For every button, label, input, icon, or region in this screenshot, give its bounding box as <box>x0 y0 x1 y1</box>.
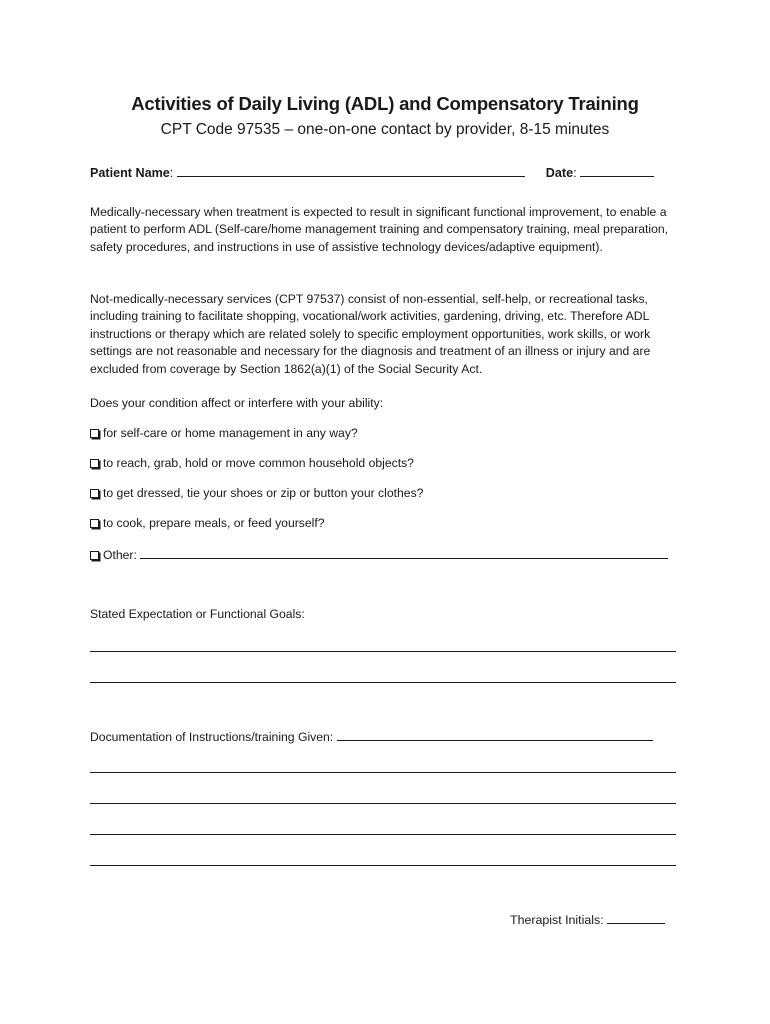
patient-name-field[interactable] <box>177 165 525 177</box>
checklist-item-other <box>90 547 668 562</box>
page-title: Activities of Daily Living (ADL) and Compensatory Training <box>131 93 639 114</box>
documentation-line[interactable] <box>90 834 676 835</box>
checklist-item-label: to reach, grab, hold or move common household objects? <box>103 456 414 470</box>
documentation-row <box>90 729 653 744</box>
checklist-item <box>90 516 325 530</box>
checkbox[interactable] <box>90 459 99 468</box>
checkbox[interactable] <box>90 551 99 560</box>
patient-row: Patient Name: Date: <box>90 165 654 180</box>
therapist-initials-label: Therapist Initials: <box>510 913 604 927</box>
date-field[interactable] <box>580 165 654 177</box>
documentation-line[interactable] <box>90 772 676 773</box>
paragraph-not-medically-necessary: Not-medically-necessary services (CPT 97537) consist of non-essential, self-help, or recreational tasks, including training to facilitate shopping, vocational/work activities, gardening, driving, etc. Therefore ADL instructions or therapy which are related solely to specific employment opportunities, work skills, or work settings are not reasonable and necessary for the diagnosis and treatment of an illness or injury and are excluded from coverage by Section 1862(a)(1) of the Social Security Act. <box>90 292 651 376</box>
checklist-item-label: to get dressed, tie your shoes or zip or button your clothes? <box>103 486 424 500</box>
paragraph-medically-necessary: Medically-necessary when treatment is expected to result in significant functional improvement, to enable a patient to perform ADL (Self-care/home management training and compensatory training, meal preparation, safety procedures, and instructions in use of assistive technology devices/adaptive equipment). <box>90 205 669 254</box>
therapist-row <box>510 912 665 927</box>
checkbox[interactable] <box>90 489 99 498</box>
checklist-item-label: to cook, prepare meals, or feed yourself? <box>103 516 325 530</box>
other-field[interactable] <box>140 547 668 559</box>
checklist-item <box>90 456 414 470</box>
checklist-item-label: for self-care or home management in any way? <box>103 426 358 440</box>
checkbox[interactable] <box>90 519 99 528</box>
date-label: Date <box>545 166 574 180</box>
checklist-item <box>90 486 423 500</box>
therapist-initials-field[interactable] <box>607 912 665 924</box>
documentation-field[interactable] <box>337 729 653 741</box>
page-subtitle: CPT Code 97535 – one-on-one contact by provider, 8-15 minutes <box>160 121 610 138</box>
patient-name-label: Patient Name <box>90 166 170 180</box>
checklist-item <box>90 426 358 440</box>
documentation-line[interactable] <box>90 803 676 804</box>
other-label: Other: <box>103 548 137 562</box>
checkbox[interactable] <box>90 429 99 438</box>
goals-line[interactable] <box>90 682 676 683</box>
documentation-label: Documentation of Instructions/training Given: <box>90 730 334 744</box>
question-text: Does your condition affect or interfere with your ability: <box>90 396 384 410</box>
goals-line[interactable] <box>90 651 676 652</box>
documentation-line[interactable] <box>90 865 676 866</box>
goals-label: Stated Expectation or Functional Goals: <box>90 607 305 621</box>
